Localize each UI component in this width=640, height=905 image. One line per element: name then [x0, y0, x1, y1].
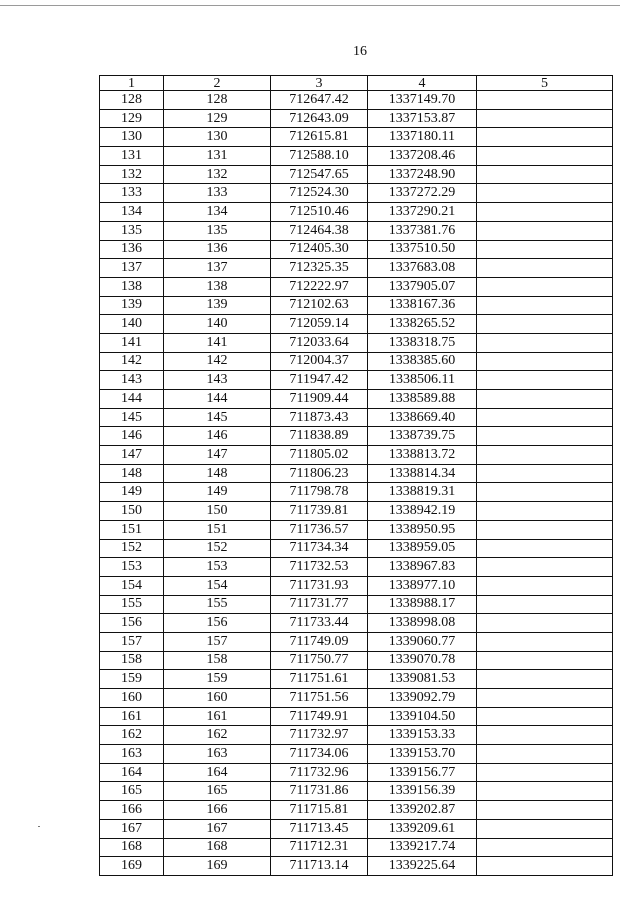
table-row [100, 128, 613, 147]
note-cell [477, 352, 613, 371]
x-coordinate-cell: 712615.81 [271, 128, 368, 147]
note-cell [477, 520, 613, 539]
note-cell [477, 819, 613, 838]
x-coordinate-cell: 711751.61 [271, 670, 368, 689]
x-coordinate-cell: 712405.30 [271, 240, 368, 259]
point-id-cell: 145 [164, 408, 271, 427]
x-coordinate-cell: 711715.81 [271, 801, 368, 820]
point-id-cell: 135 [164, 221, 271, 240]
x-coordinate-cell: 712547.65 [271, 165, 368, 184]
column-header-4: 4 [368, 76, 477, 91]
note-cell [477, 838, 613, 857]
note-cell [477, 91, 613, 110]
note-cell [477, 240, 613, 259]
table-row [100, 632, 613, 651]
point-id-cell: 128 [164, 91, 271, 110]
table-row [100, 502, 613, 521]
point-number-cell: 147 [100, 446, 164, 465]
y-coordinate-cell: 1339060.77 [368, 632, 477, 651]
point-id-cell: 165 [164, 782, 271, 801]
x-coordinate-cell: 711731.86 [271, 782, 368, 801]
x-coordinate-cell: 711713.14 [271, 857, 368, 876]
point-number-cell: 155 [100, 595, 164, 614]
note-cell [477, 128, 613, 147]
point-number-cell: 163 [100, 745, 164, 764]
point-id-cell: 156 [164, 614, 271, 633]
table-row [100, 240, 613, 259]
point-number-cell: 129 [100, 109, 164, 128]
y-coordinate-cell: 1338988.17 [368, 595, 477, 614]
y-coordinate-cell: 1339156.39 [368, 782, 477, 801]
x-coordinate-cell: 711732.96 [271, 763, 368, 782]
point-id-cell: 162 [164, 726, 271, 745]
note-cell [477, 595, 613, 614]
note-cell [477, 109, 613, 128]
note-cell [477, 427, 613, 446]
x-coordinate-cell: 712102.63 [271, 296, 368, 315]
x-coordinate-cell: 711806.23 [271, 464, 368, 483]
table-row [100, 165, 613, 184]
y-coordinate-cell: 1337208.46 [368, 147, 477, 166]
point-id-cell: 150 [164, 502, 271, 521]
y-coordinate-cell: 1339217.74 [368, 838, 477, 857]
x-coordinate-cell: 711749.09 [271, 632, 368, 651]
y-coordinate-cell: 1339153.33 [368, 726, 477, 745]
x-coordinate-cell: 711733.44 [271, 614, 368, 633]
point-id-cell: 157 [164, 632, 271, 651]
point-number-cell: 138 [100, 277, 164, 296]
point-id-cell: 154 [164, 576, 271, 595]
note-cell [477, 632, 613, 651]
note-cell [477, 315, 613, 334]
table-row [100, 259, 613, 278]
table-row [100, 147, 613, 166]
y-coordinate-cell: 1338967.83 [368, 558, 477, 577]
point-id-cell: 138 [164, 277, 271, 296]
table-row [100, 203, 613, 222]
y-coordinate-cell: 1337905.07 [368, 277, 477, 296]
column-header-5: 5 [477, 76, 613, 91]
top-border-line [0, 5, 620, 6]
note-cell [477, 408, 613, 427]
point-number-cell: 137 [100, 259, 164, 278]
y-coordinate-cell: 1338669.40 [368, 408, 477, 427]
point-id-cell: 137 [164, 259, 271, 278]
point-id-cell: 159 [164, 670, 271, 689]
point-id-cell: 143 [164, 371, 271, 390]
point-number-cell: 143 [100, 371, 164, 390]
point-id-cell: 134 [164, 203, 271, 222]
table-row [100, 483, 613, 502]
y-coordinate-cell: 1338942.19 [368, 502, 477, 521]
note-cell [477, 277, 613, 296]
note-cell [477, 576, 613, 595]
y-coordinate-cell: 1337149.70 [368, 91, 477, 110]
table-row [100, 91, 613, 110]
point-number-cell: 144 [100, 390, 164, 409]
point-id-cell: 144 [164, 390, 271, 409]
page-number: 16 [353, 44, 367, 59]
point-id-cell: 151 [164, 520, 271, 539]
x-coordinate-cell: 712033.64 [271, 333, 368, 352]
point-id-cell: 136 [164, 240, 271, 259]
y-coordinate-cell: 1338813.72 [368, 446, 477, 465]
table-row [100, 221, 613, 240]
x-coordinate-cell: 712524.30 [271, 184, 368, 203]
x-coordinate-cell: 711909.44 [271, 390, 368, 409]
x-coordinate-cell: 711805.02 [271, 446, 368, 465]
x-coordinate-cell: 711873.43 [271, 408, 368, 427]
x-coordinate-cell: 711734.34 [271, 539, 368, 558]
point-number-cell: 139 [100, 296, 164, 315]
point-id-cell: 163 [164, 745, 271, 764]
x-coordinate-cell: 711739.81 [271, 502, 368, 521]
table-row [100, 333, 613, 352]
x-coordinate-cell: 711731.93 [271, 576, 368, 595]
table-row [100, 371, 613, 390]
point-number-cell: 142 [100, 352, 164, 371]
note-cell [477, 782, 613, 801]
table-row [100, 352, 613, 371]
note-cell [477, 333, 613, 352]
header-row [100, 76, 613, 91]
point-number-cell: 153 [100, 558, 164, 577]
point-id-cell: 161 [164, 707, 271, 726]
table-row [100, 838, 613, 857]
point-id-cell: 130 [164, 128, 271, 147]
x-coordinate-cell: 711947.42 [271, 371, 368, 390]
note-cell [477, 296, 613, 315]
note-cell [477, 651, 613, 670]
note-cell [477, 539, 613, 558]
y-coordinate-cell: 1338977.10 [368, 576, 477, 595]
point-number-cell: 164 [100, 763, 164, 782]
y-coordinate-cell: 1339104.50 [368, 707, 477, 726]
note-cell [477, 147, 613, 166]
point-number-cell: 151 [100, 520, 164, 539]
table-row [100, 651, 613, 670]
x-coordinate-cell: 712222.97 [271, 277, 368, 296]
note-cell [477, 801, 613, 820]
y-coordinate-cell: 1339153.70 [368, 745, 477, 764]
point-id-cell: 166 [164, 801, 271, 820]
x-coordinate-cell: 711751.56 [271, 689, 368, 708]
point-number-cell: 146 [100, 427, 164, 446]
note-cell [477, 614, 613, 633]
point-id-cell: 139 [164, 296, 271, 315]
x-coordinate-cell: 711712.31 [271, 838, 368, 857]
column-header-2: 2 [164, 76, 271, 91]
coordinates-table [99, 75, 613, 876]
table-row [100, 576, 613, 595]
point-number-cell: 165 [100, 782, 164, 801]
point-number-cell: 145 [100, 408, 164, 427]
y-coordinate-cell: 1339202.87 [368, 801, 477, 820]
table-row [100, 801, 613, 820]
note-cell [477, 446, 613, 465]
y-coordinate-cell: 1338167.36 [368, 296, 477, 315]
y-coordinate-cell: 1337248.90 [368, 165, 477, 184]
note-cell [477, 165, 613, 184]
x-coordinate-cell: 712510.46 [271, 203, 368, 222]
note-cell [477, 707, 613, 726]
note-cell [477, 464, 613, 483]
x-coordinate-cell: 711713.45 [271, 819, 368, 838]
point-number-cell: 167 [100, 819, 164, 838]
table-row [100, 408, 613, 427]
x-coordinate-cell: 712643.09 [271, 109, 368, 128]
point-number-cell: 159 [100, 670, 164, 689]
point-number-cell: 156 [100, 614, 164, 633]
y-coordinate-cell: 1338385.60 [368, 352, 477, 371]
table-row [100, 427, 613, 446]
y-coordinate-cell: 1338506.11 [368, 371, 477, 390]
table-row [100, 464, 613, 483]
point-number-cell: 136 [100, 240, 164, 259]
note-cell [477, 221, 613, 240]
x-coordinate-cell: 711798.78 [271, 483, 368, 502]
table-row [100, 689, 613, 708]
table-body [100, 91, 613, 876]
y-coordinate-cell: 1339209.61 [368, 819, 477, 838]
point-number-cell: 166 [100, 801, 164, 820]
column-header-3: 3 [271, 76, 368, 91]
x-coordinate-cell: 711750.77 [271, 651, 368, 670]
point-id-cell: 168 [164, 838, 271, 857]
table-row [100, 315, 613, 334]
point-number-cell: 168 [100, 838, 164, 857]
y-coordinate-cell: 1338265.52 [368, 315, 477, 334]
table-row [100, 763, 613, 782]
point-number-cell: 152 [100, 539, 164, 558]
x-coordinate-cell: 712647.42 [271, 91, 368, 110]
point-id-cell: 164 [164, 763, 271, 782]
note-cell [477, 371, 613, 390]
point-number-cell: 169 [100, 857, 164, 876]
note-cell [477, 390, 613, 409]
note-cell [477, 857, 613, 876]
table-row [100, 446, 613, 465]
y-coordinate-cell: 1339156.77 [368, 763, 477, 782]
point-number-cell: 135 [100, 221, 164, 240]
x-coordinate-cell: 711838.89 [271, 427, 368, 446]
point-number-cell: 128 [100, 91, 164, 110]
y-coordinate-cell: 1339225.64 [368, 857, 477, 876]
note-cell [477, 726, 613, 745]
y-coordinate-cell: 1338814.34 [368, 464, 477, 483]
point-number-cell: 141 [100, 333, 164, 352]
table-row [100, 595, 613, 614]
point-id-cell: 131 [164, 147, 271, 166]
point-number-cell: 134 [100, 203, 164, 222]
point-number-cell: 131 [100, 147, 164, 166]
table-row [100, 614, 613, 633]
point-number-cell: 149 [100, 483, 164, 502]
table-row [100, 539, 613, 558]
y-coordinate-cell: 1338819.31 [368, 483, 477, 502]
note-cell [477, 689, 613, 708]
point-id-cell: 141 [164, 333, 271, 352]
point-id-cell: 149 [164, 483, 271, 502]
x-coordinate-cell: 711749.91 [271, 707, 368, 726]
table-row [100, 745, 613, 764]
x-coordinate-cell: 712004.37 [271, 352, 368, 371]
y-coordinate-cell: 1338589.88 [368, 390, 477, 409]
point-id-cell: 129 [164, 109, 271, 128]
point-id-cell: 133 [164, 184, 271, 203]
table-row [100, 109, 613, 128]
note-cell [477, 670, 613, 689]
y-coordinate-cell: 1337153.87 [368, 109, 477, 128]
point-number-cell: 154 [100, 576, 164, 595]
y-coordinate-cell: 1339092.79 [368, 689, 477, 708]
y-coordinate-cell: 1337510.50 [368, 240, 477, 259]
x-coordinate-cell: 712059.14 [271, 315, 368, 334]
x-coordinate-cell: 711734.06 [271, 745, 368, 764]
point-id-cell: 146 [164, 427, 271, 446]
point-id-cell: 167 [164, 819, 271, 838]
point-id-cell: 147 [164, 446, 271, 465]
y-coordinate-cell: 1337272.29 [368, 184, 477, 203]
point-id-cell: 142 [164, 352, 271, 371]
x-coordinate-cell: 712464.38 [271, 221, 368, 240]
table-row [100, 558, 613, 577]
table-row [100, 782, 613, 801]
note-cell [477, 483, 613, 502]
y-coordinate-cell: 1339081.53 [368, 670, 477, 689]
y-coordinate-cell: 1338950.95 [368, 520, 477, 539]
point-id-cell: 148 [164, 464, 271, 483]
scan-speck [38, 826, 40, 827]
point-number-cell: 130 [100, 128, 164, 147]
note-cell [477, 502, 613, 521]
table-row [100, 857, 613, 876]
table-row [100, 277, 613, 296]
table-row [100, 184, 613, 203]
note-cell [477, 203, 613, 222]
y-coordinate-cell: 1337180.11 [368, 128, 477, 147]
point-number-cell: 132 [100, 165, 164, 184]
y-coordinate-cell: 1339070.78 [368, 651, 477, 670]
x-coordinate-cell: 712325.35 [271, 259, 368, 278]
y-coordinate-cell: 1338318.75 [368, 333, 477, 352]
y-coordinate-cell: 1338959.05 [368, 539, 477, 558]
point-number-cell: 157 [100, 632, 164, 651]
note-cell [477, 184, 613, 203]
x-coordinate-cell: 711731.77 [271, 595, 368, 614]
table-row [100, 707, 613, 726]
table-row [100, 390, 613, 409]
y-coordinate-cell: 1337683.08 [368, 259, 477, 278]
point-id-cell: 152 [164, 539, 271, 558]
note-cell [477, 558, 613, 577]
point-number-cell: 162 [100, 726, 164, 745]
point-id-cell: 153 [164, 558, 271, 577]
table-row [100, 726, 613, 745]
table-row [100, 670, 613, 689]
table-row [100, 520, 613, 539]
point-id-cell: 155 [164, 595, 271, 614]
x-coordinate-cell: 711732.53 [271, 558, 368, 577]
y-coordinate-cell: 1338739.75 [368, 427, 477, 446]
x-coordinate-cell: 712588.10 [271, 147, 368, 166]
point-number-cell: 148 [100, 464, 164, 483]
note-cell [477, 259, 613, 278]
y-coordinate-cell: 1337381.76 [368, 221, 477, 240]
point-id-cell: 140 [164, 315, 271, 334]
note-cell [477, 745, 613, 764]
point-number-cell: 133 [100, 184, 164, 203]
table-row [100, 296, 613, 315]
point-number-cell: 140 [100, 315, 164, 334]
point-number-cell: 161 [100, 707, 164, 726]
point-number-cell: 158 [100, 651, 164, 670]
point-id-cell: 132 [164, 165, 271, 184]
x-coordinate-cell: 711736.57 [271, 520, 368, 539]
point-id-cell: 158 [164, 651, 271, 670]
point-id-cell: 160 [164, 689, 271, 708]
column-header-1: 1 [100, 76, 164, 91]
note-cell [477, 763, 613, 782]
point-number-cell: 160 [100, 689, 164, 708]
table-row [100, 819, 613, 838]
y-coordinate-cell: 1337290.21 [368, 203, 477, 222]
y-coordinate-cell: 1338998.08 [368, 614, 477, 633]
point-number-cell: 150 [100, 502, 164, 521]
point-id-cell: 169 [164, 857, 271, 876]
x-coordinate-cell: 711732.97 [271, 726, 368, 745]
